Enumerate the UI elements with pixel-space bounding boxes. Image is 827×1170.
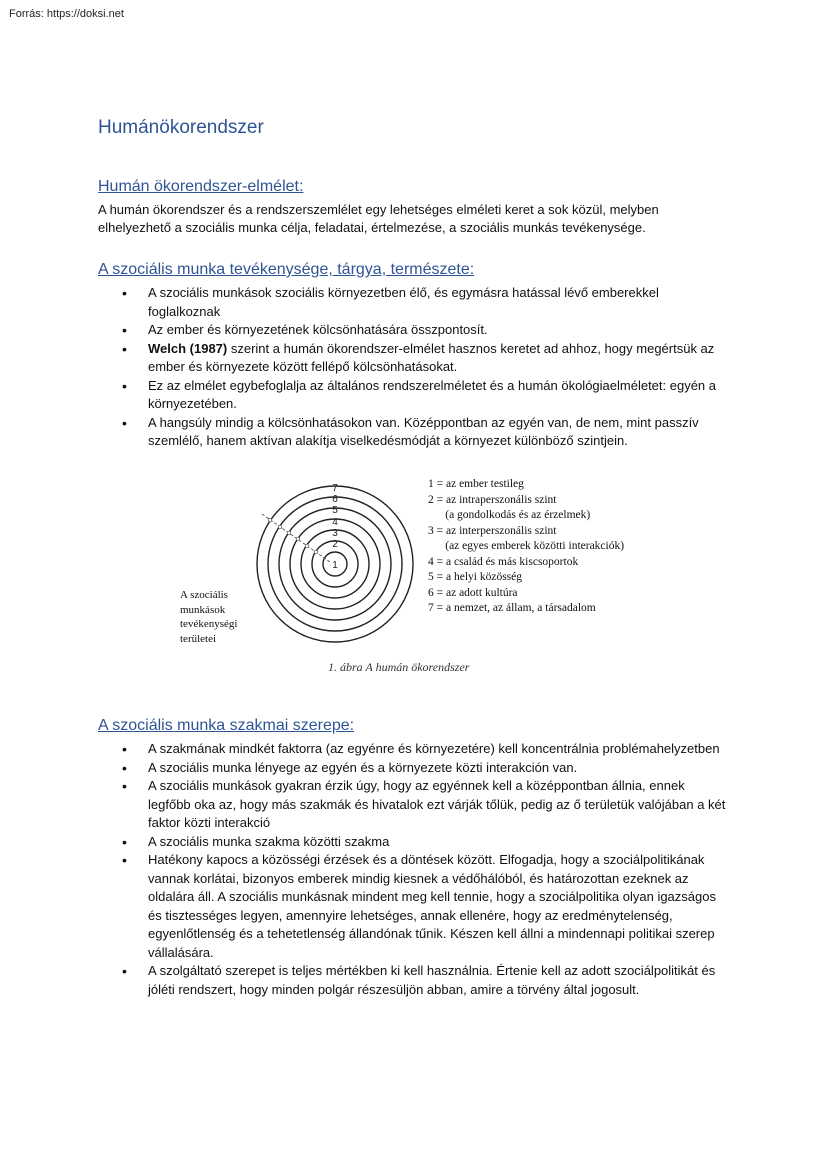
list-item: • A szolgáltató szerepet is teljes mértékben ki kell használnia. Értenie kell az adott szociálpolitikát és jóléti rendszert, hogy minden polgár részesüljön abban, amire a törvény által jogosult. <box>98 962 728 999</box>
legend-line: 5 = a helyi közösség <box>428 571 522 583</box>
list-item: • A szociális munkások szociális környezetben élő, és egymásra hatással lévő emberekkel foglalkoznak <box>98 284 728 321</box>
figure-side-label: A szociális munkások tevékenységi területei <box>180 589 238 645</box>
list-item-text: szerint a humán ökorendszer-elmélet hasznos keretet ad ahhoz, hogy megértsük az ember és környezete között fellépő kölcsönhatásokat. <box>148 340 715 374</box>
role-list <box>98 740 728 999</box>
legend-line: 6 = az adott kultúra <box>428 586 518 599</box>
ring-label-5: 5 <box>332 505 338 516</box>
list-item: • A szakmának mindkét faktorra (az egyénre és környezetére) kell koncentrálnia problémahelyzetben <box>98 740 728 759</box>
legend-line: 2 = az intraperszonális szint <box>428 493 557 506</box>
legend-line: 1 = az ember testileg <box>428 478 524 490</box>
ring-marker <box>278 525 282 529</box>
section-heading-role: A szociális munka szakmai szerepe: <box>98 717 355 734</box>
legend-line: (az egyes emberek közötti interakciók) <box>428 540 625 552</box>
figure-legend <box>428 477 624 617</box>
legend-line: (a gondolkodás és az érzelmek) <box>428 509 591 521</box>
ring-marker <box>287 531 291 535</box>
legend-line: 7 = a nemzet, az állam, a társadalom <box>428 602 596 614</box>
theory-paragraph: A humán ökorendszer és a rendszerszemlélet egy lehetséges elméleti keret a sok közül, melyben elhelyezhető a szociális munka célja, feladatai, értelmezése, a szociális munkás tevékenysége. <box>98 202 659 235</box>
source-note: Forrás: https://doksi.net <box>9 8 124 20</box>
section-heading-theory: Humán ökorendszer-elmélet: <box>98 178 304 195</box>
list-item: • Hatékony kapocs a közösségi érzések és a döntések között. Elfogadja, hogy a szociálpolitikának vannak korlátai, bizonyos emberek mindig kiesnek a védőhálóból, és határozottan ezeknek az oldalára áll. A szociális munkásnak mindent meg kell tennie, hogy a szociálpolitika olyan igazságos és tisztességes legyen, amennyire lehetséges, annak ellenére, hogy az eredménytelenség, egyenlőtlenség és a tehetetlenség állandónak tűnik. Készen kell állni a mindennapi politikai szerep vállalására. <box>98 851 728 962</box>
ring-label-1: 1 <box>332 560 338 571</box>
legend-line: 3 = az interperszonális szint <box>428 524 557 537</box>
ring-label-4: 4 <box>332 517 338 528</box>
list-item: • Az ember és környezetének kölcsönhatására összpontosít. <box>98 321 728 340</box>
list-item: • A szociális munka lényege az egyén és a környezete közti interakción van. <box>98 759 728 778</box>
ring-marker <box>296 537 300 541</box>
ring-marker <box>268 518 272 522</box>
ring-label-6: 6 <box>332 494 338 505</box>
ring-marker <box>314 550 318 554</box>
list-item: • A szociális munka szakma közötti szakma <box>98 833 728 852</box>
citation-bold: Welch (1987) <box>148 340 228 356</box>
page-title: Humánökorendszer <box>98 117 264 138</box>
activity-list <box>98 284 728 451</box>
ring-marker <box>305 544 309 548</box>
legend-line: 4 = a család és más kiscsoportok <box>428 555 579 568</box>
human-ecosystem-figure <box>160 462 660 702</box>
ring-label-7: 7 <box>332 483 338 494</box>
section-heading-activity: A szociális munka tevékenysége, tárgya, természete: <box>98 261 475 278</box>
ring-label-2: 2 <box>332 539 338 550</box>
list-item: • A hangsúly mindig a kölcsönhatásokon van. Középpontban az egyén van, de nem, mint passzív szemlélő, hanem aktívan alakítja viselkedésmódját a környezet különböző szintjein. <box>98 414 728 451</box>
list-item <box>98 340 728 377</box>
list-item: • Ez az elmélet egybefoglalja az általános rendszerelméletet és a humán ökológiaelméletet: egyén a környezetében. <box>98 377 728 414</box>
ring-label-3: 3 <box>332 528 338 539</box>
figure-caption: 1. ábra A humán ökorendszer <box>328 660 470 674</box>
list-item: • A szociális munkások gyakran érzik úgy, hogy az egyénnek kell a középpontban állnia, ennek legfőbb oka az, hogy más szakmák és hivatalok ezt várják tőlük, pedig az ő területük valójában a két faktor közti interakció <box>98 777 728 833</box>
